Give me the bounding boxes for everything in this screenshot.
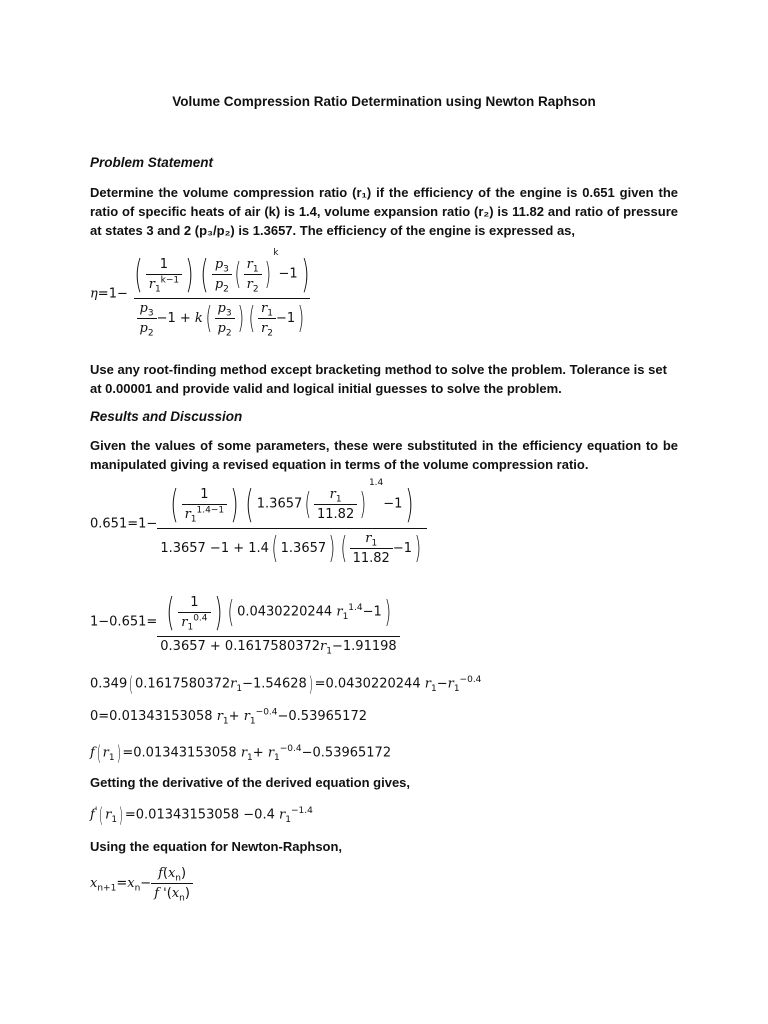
derivative-equation: f'( $r_1) =0.01343153058 -0.4$ $r_1^{-1.4}$ [90,803,313,827]
eta-symbol: η [90,286,98,302]
substituted-equation: 0.651=1− ( $\frac{1}{r_1^{1.4-1}}$ ) ( 1.3657( $\frac{r_1}{11.82}$ )$^{1.4}$−1) 1.3657 −1 + 1.4( 1.3657) ( $\frac{r_1}{11.82}$ −1) [90,482,427,566]
newton-raphson-text: Using the equation for Newton-Raphson, [90,839,343,854]
results-text: Given the values of some parameters, these were substituted in the efficiency equation to be manipulated giving a revised equation in terms of the volume compression ratio. [90,438,678,472]
problem-statement-text: Determine the volume compression ratio (r₁) if the efficiency of the engine is 0.651 given the ratio of specific heats of air (k) is 1.4, volume expansion ratio (r₂) is 11.82 and ratio of pressure at states 3 and 2 (p₃/p₂) is 1.3657. The efficiency of the engine is expressed as, [90,185,678,238]
instruction-text: Use any root-finding method except bracketing method to solve the problem. Tolerance is set at 0.00001 and provide valid and logical initial guesses to solve the problem. [90,362,667,396]
function-equation: f( $r_1) =0.01343153058$ $r_1+ r_1^{-0.4}-0.53965172$ [90,741,392,765]
efficiency-equation: η=1− ( $\frac{1}{r_1^{k-1}}$ ) ( $\frac{p_3}{p_2}$ ( $\frac{r_1}{r_2}$ )$^k$−1) $\frac{p_3}{p_2}$ −1 + k( $\frac{p_3}{p_2}$ ) ( $\frac{r_1}{r_2}$ −1) [90,252,315,336]
efficiency-fraction: ( $\frac{1}{r_1^{k-1}}$ ) ( $\frac{p_3}{p_2}$ ( $\frac{r_1}{r_2}$ )$^k$−1) $\frac{p_3}{p_2}$ −1 + k( $\frac{p_3}{p_2}$ ) ( $\frac{r_1}{r_2}$ −1) [134,248,310,339]
results-heading: Results and Discussion [90,409,243,424]
newton-raphson-equation: $x_{n+1}=x_n-$ $\frac{f(x_n)}{f '(x_n)}$ [90,866,193,901]
rearranged-equation: 0.349( $0.1617580372r_1-1.54628) =0.0430220244$ $r_1-r_1^{-0.4}$ [90,672,482,696]
derivative-text: Getting the derivative of the derived equation gives, [90,775,411,790]
simplified-equation: 1−0.651= ( $\frac{1}{r_1^{0.4}}$ ) ( 0.0430220244 $r_1^{1.4}-1$) $0.3657 + 0.1617580372r_1-1.91198$ [90,590,400,654]
problem-statement-heading: Problem Statement [90,155,214,170]
zero-form-equation: 0=0.01343153058 $r_1+ r_1^{-0.4}-0.53965172$ [90,707,367,727]
document-title: Volume Compression Ratio Determination using Newton Raphson [172,94,596,109]
